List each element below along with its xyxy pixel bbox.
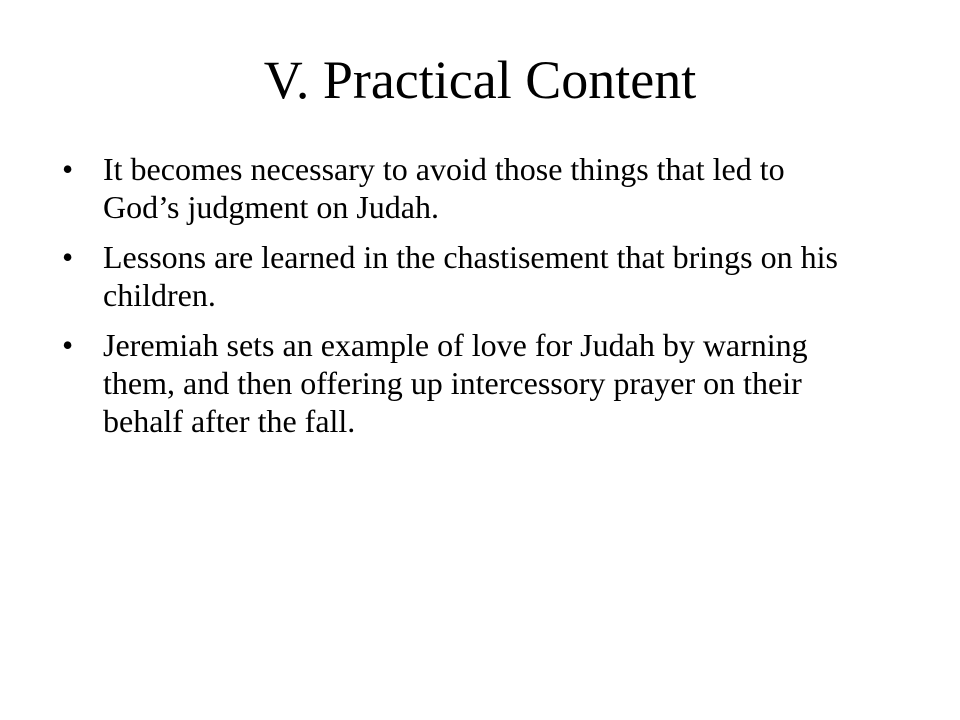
bullet-text: It becomes necessary to avoid those things that led to God’s judgment on Judah. [103, 151, 785, 225]
bullet-item [62, 238, 862, 314]
bullet-icon: • [62, 151, 74, 187]
bullet-text: Lessons are learned in the chastisement that brings on his children. [103, 239, 838, 313]
bullet-icon: • [62, 327, 74, 363]
bullet-text: Jeremiah sets an example of love for Judah by warning them, and then offering up intercessory prayer on their behalf after the fall. [103, 327, 808, 439]
bullet-item [62, 326, 862, 440]
slide-title: V. Practical Content [263, 50, 697, 110]
bullet-list [62, 150, 862, 452]
bullet-item [62, 150, 862, 226]
bullet-icon: • [62, 239, 74, 275]
